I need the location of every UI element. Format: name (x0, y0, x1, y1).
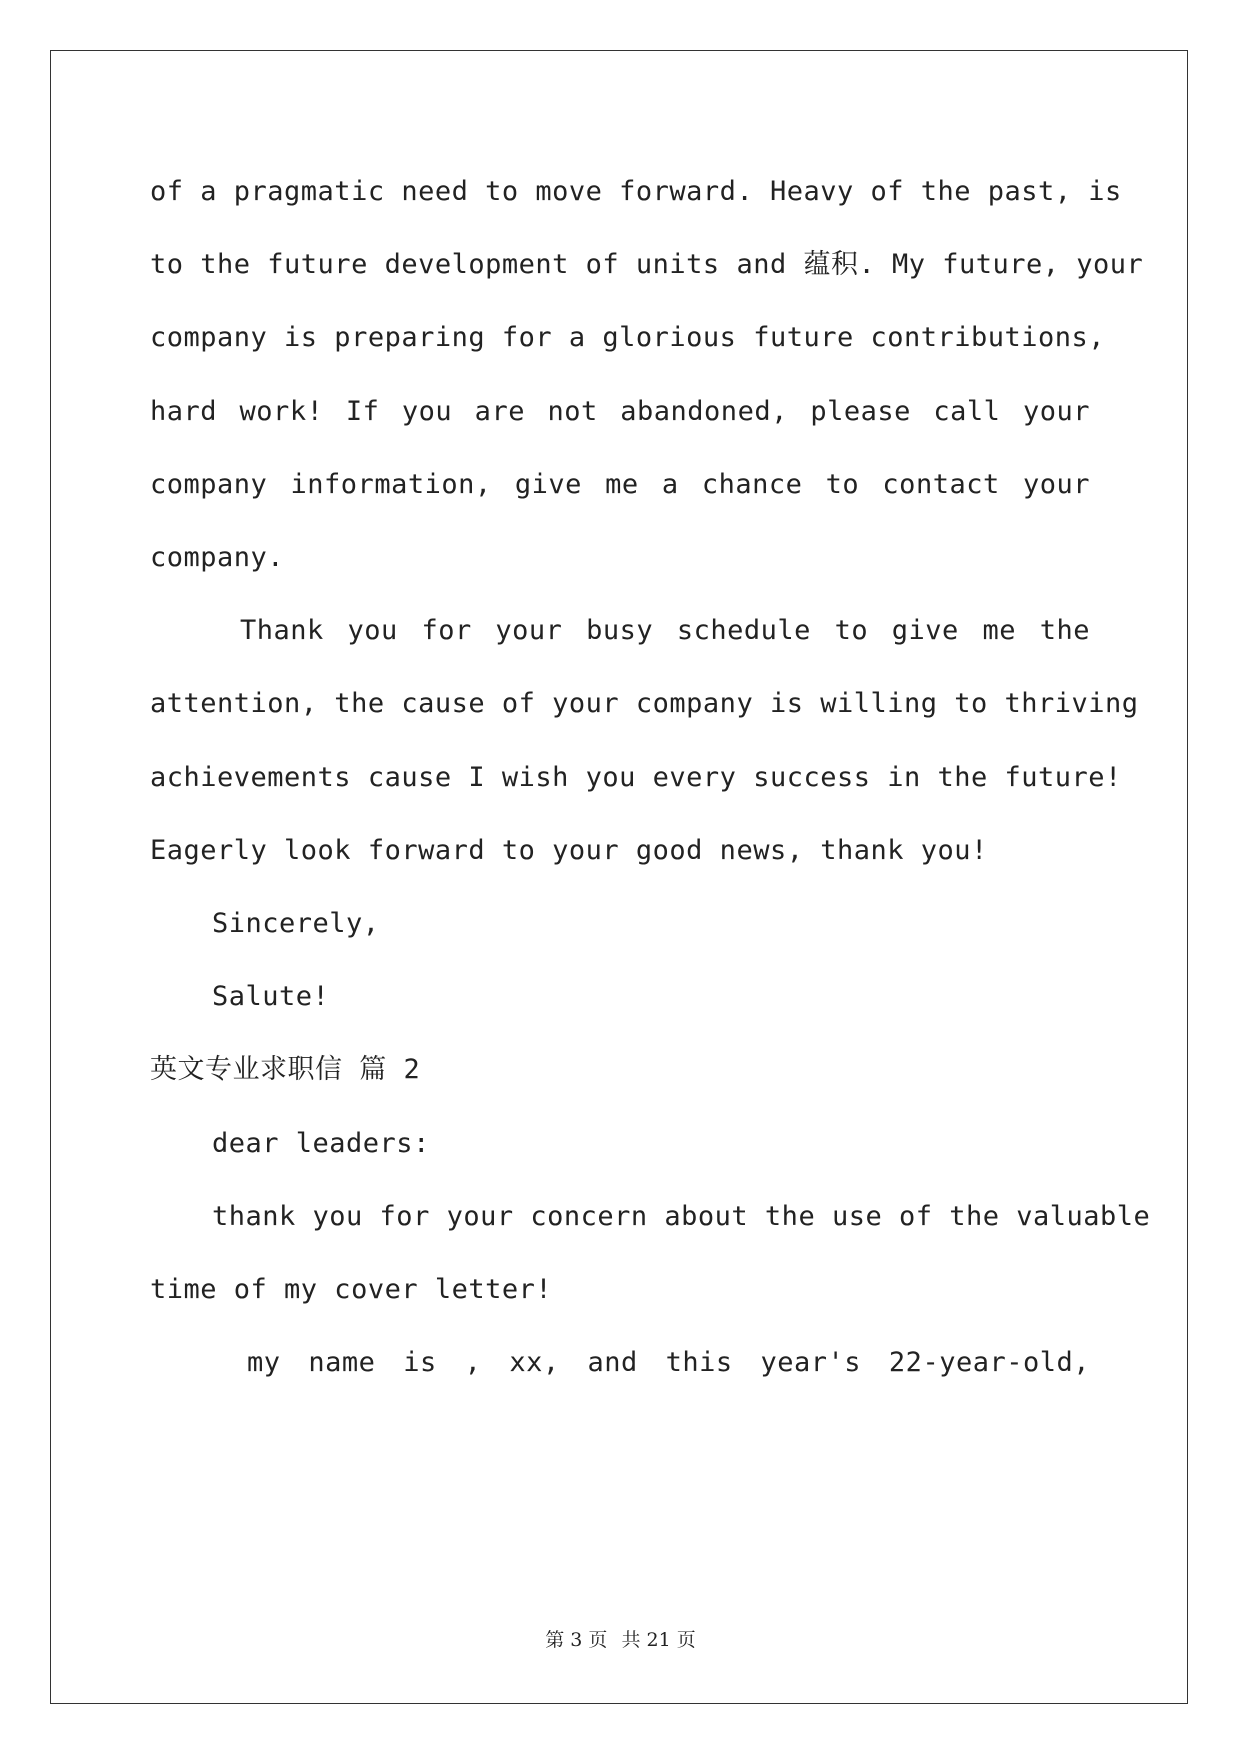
text-line: 英文专业求职信 篇 2 (150, 1054, 421, 1086)
text-line: company. (150, 542, 285, 573)
text-line: of a pragmatic need to move forward. Heavy of the past, is (150, 176, 1122, 207)
text-line: dear leaders: (212, 1127, 430, 1159)
page-border (50, 50, 1188, 1704)
page-number: 第 3 页 (545, 1629, 608, 1651)
text-line: Thank you for your busy schedule to give me the (240, 615, 1090, 647)
text-line: time of my cover letter! (150, 1274, 553, 1305)
text-line: Eagerly look forward to your good news, thank you! (150, 834, 988, 866)
text-line: my name is , xx, and this year's 22-year-old, (247, 1347, 1090, 1379)
text-line: Salute! (212, 981, 330, 1013)
text-line: to the future development of units and 蕴积. My future, your (150, 249, 1144, 281)
text-line: achievements cause I wish you every success in the future! (150, 761, 1122, 793)
text-line: thank you for your concern about the use of the valuable (212, 1200, 1151, 1232)
text-line: company information, give me a chance to contact your (150, 468, 1090, 500)
text-line: company is preparing for a glorious future contributions, (150, 322, 1106, 354)
text-line: attention, the cause of your company is willing to thriving (150, 688, 1139, 720)
text-line: hard work! If you are not abandoned, please call your (150, 395, 1090, 427)
total-pages: 共 21 页 (621, 1629, 696, 1651)
page-footer (0, 1625, 1241, 1652)
text-line: Sincerely, (212, 908, 380, 939)
